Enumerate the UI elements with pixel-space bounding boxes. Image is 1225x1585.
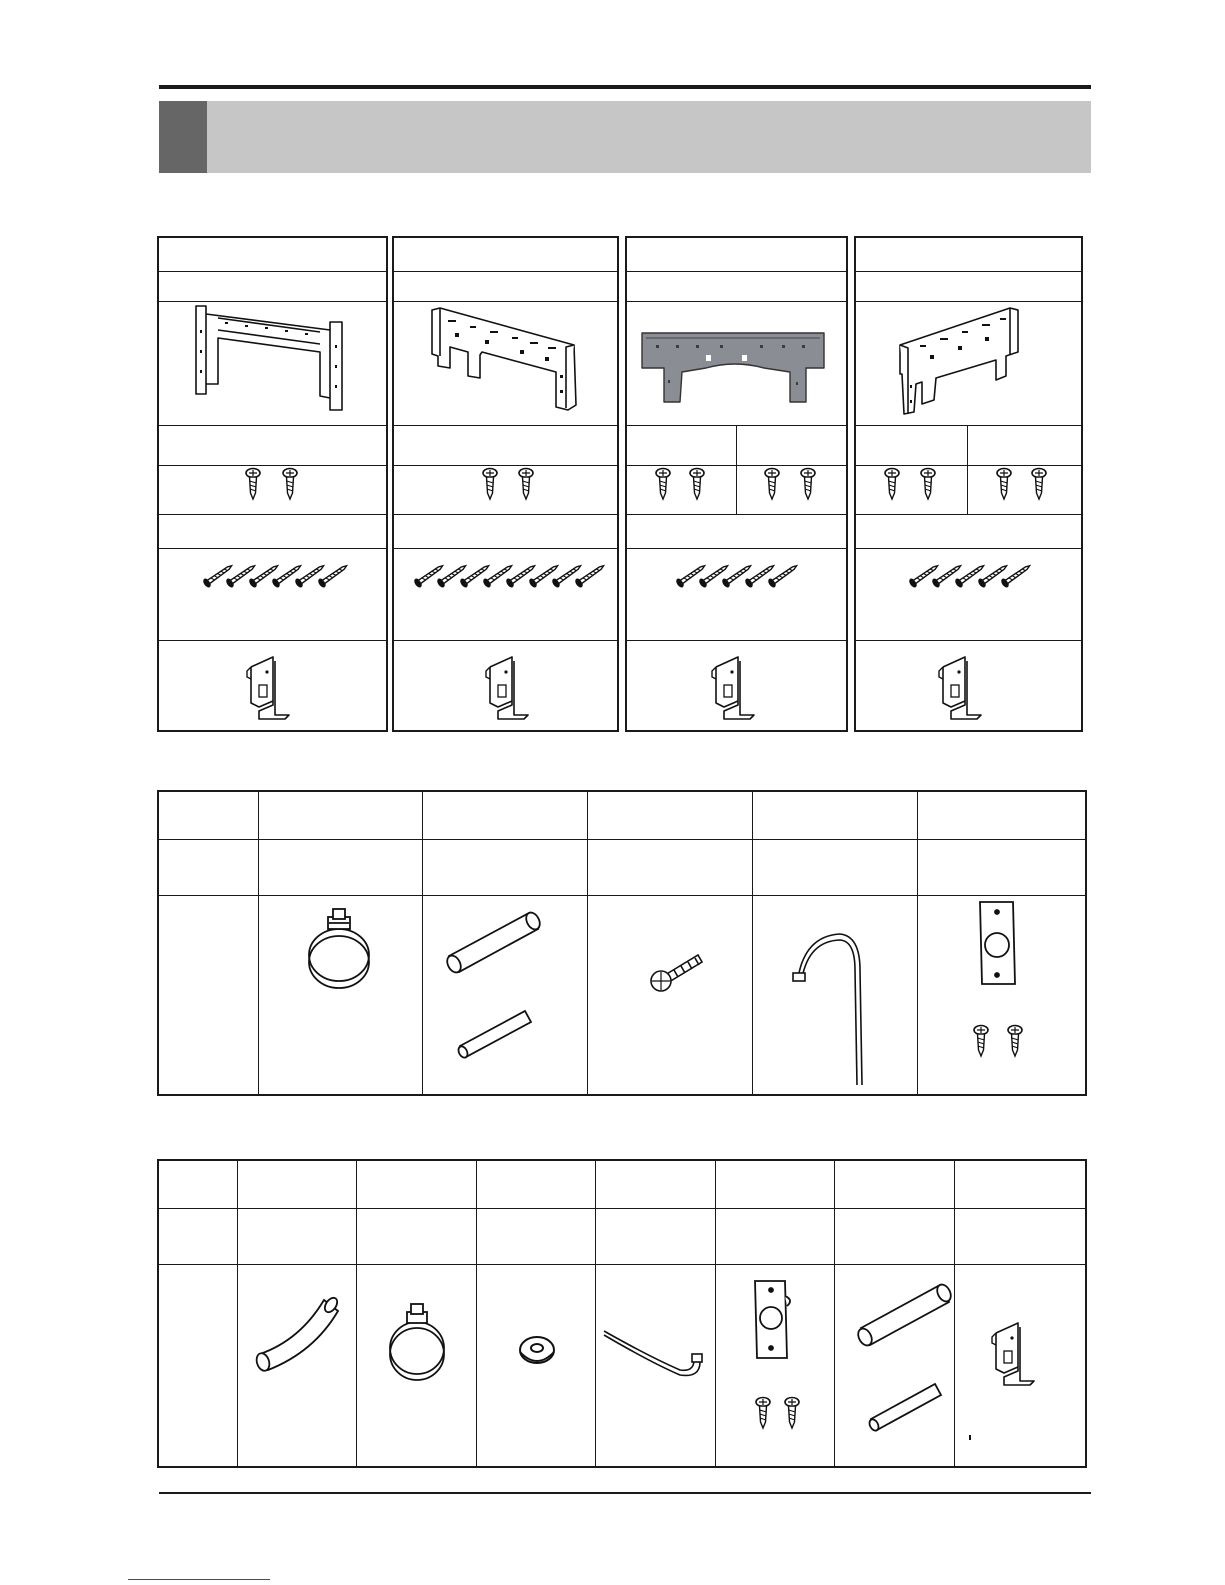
anchor-screw-icon-group [202, 562, 1033, 589]
installation-plate-3-icon [642, 333, 824, 402]
bolt-icon [651, 955, 702, 991]
installation-plate-2-icon [432, 308, 576, 410]
insulation-sleeve-icon [444, 910, 542, 1059]
installation-plate-1-icon [196, 306, 342, 410]
bottom-rule [159, 1492, 1091, 1494]
drain-hose-icon [255, 1296, 340, 1373]
pipe-holder-icon-group [247, 657, 981, 719]
screw-icon-group [246, 469, 1046, 500]
insulation-sleeve-icon [855, 1282, 953, 1432]
cable-tie-icon [793, 934, 862, 1085]
cable-tie-icon [604, 1331, 702, 1375]
footer-link-underline[interactable] [128, 1579, 270, 1580]
bracket-plate-icon [755, 1281, 790, 1358]
pipe-holder-icon [992, 1323, 1034, 1385]
bracket-plate-icon [980, 902, 1015, 984]
hose-clamp-icon [309, 909, 369, 988]
screw-icon [974, 1026, 1022, 1057]
washer-icon [520, 1337, 554, 1363]
installation-plate-4-icon [900, 308, 1018, 414]
screw-icon [756, 1398, 799, 1429]
hose-clamp-icon [390, 1304, 444, 1380]
